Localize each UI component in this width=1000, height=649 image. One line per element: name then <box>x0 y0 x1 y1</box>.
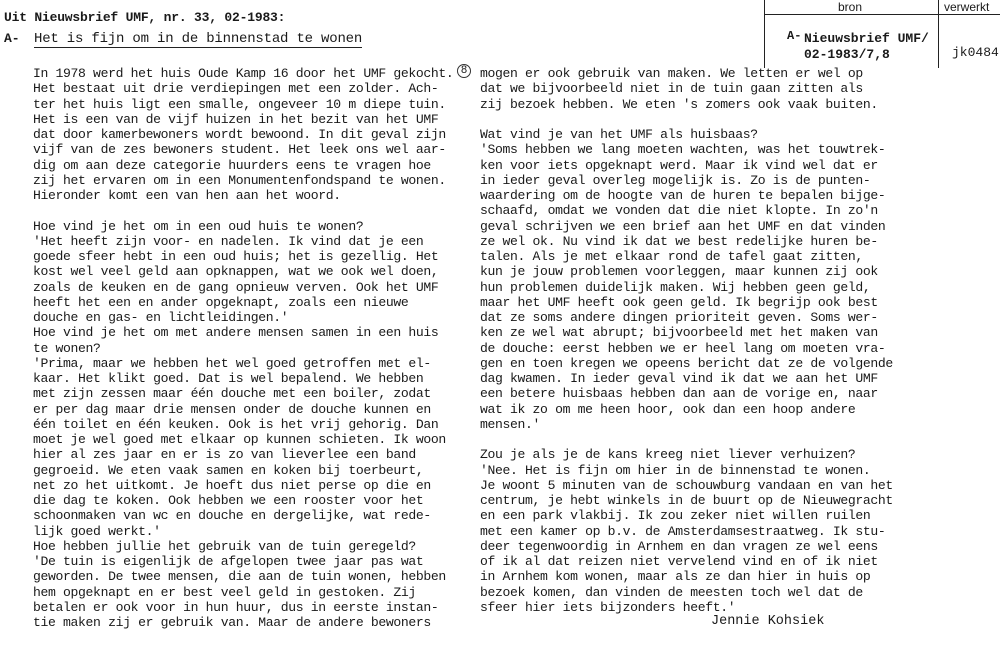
text-line: schaafd, omdat we vonden dat die niet klopte. In zo'n <box>480 203 878 219</box>
text-line: dag kwamen. In ieder geval vind ik dat we aan het UMF <box>480 371 878 386</box>
column-header-bron: bron <box>838 0 863 14</box>
text-line: Het bestaat uit drie verdiepingen met een zolder. Ach- <box>33 81 439 97</box>
text-line: Wat vind je van het UMF als huisbaas? <box>480 127 758 142</box>
text-line: 'Het heeft zijn voor- en nadelen. Ik vind dat je een <box>33 233 424 249</box>
text-line: Je woont 5 minuten van de schouwburg vandaan en van het <box>480 477 893 493</box>
text-line: tie maken zij er gebruik van. Maar de andere bewoners <box>33 615 431 630</box>
text-line: 'Nee. Het is fijn om hier in de binnenstad te wonen. <box>480 462 871 478</box>
processed-code: jk0484 <box>952 45 999 60</box>
section-marker: A- <box>4 31 20 46</box>
text-line: zij het ervaren om in een Monumentenfondspand te wonen. <box>33 172 446 188</box>
text-line: Hoe vind je het om in een oud huis te wonen? <box>33 218 364 234</box>
text-line: gegroeid. We eten vaak samen en koken bij toerbeurt, <box>33 462 424 478</box>
text-line: met een kamer op b.v. de Amsterdamsestraatweg. Ik stu- <box>480 523 886 539</box>
text-line: hier al zes jaar en er is zo van lieverlee een band <box>33 447 416 463</box>
text-line: in Arnhem kom wonen, maar als ze dan hier in huis op <box>480 569 871 585</box>
text-line: vijf van de zes bewoners student. Het leek ons wel aar- <box>33 142 446 158</box>
text-line: ken ze wel wat abrupt; bijvoorbeeld met het maken van <box>480 325 878 341</box>
text-line: 'De tuin is eigenlijk de afgelopen twee jaar pas wat <box>33 554 424 569</box>
text-line: te wonen? <box>33 340 101 356</box>
text-line: mogen er ook gebruik van maken. We letten er wel op <box>480 66 863 81</box>
article-title: Het is fijn om in de binnenstad te wonen <box>34 31 363 47</box>
text-line: geworden. De twee mensen, die aan de tuin wonen, hebben <box>33 569 446 585</box>
text-line: heeft het een en ander opgeknapt, zoals een nieuwe <box>33 294 409 310</box>
text-line: deer tegenwoordig in Arnhem en dan vragen ze wel eens <box>480 538 878 554</box>
text-line: en een park vlakbij. Ik zou zeker niet willen ruilen <box>480 508 871 524</box>
text-line: bezoek komen, dan vinden de meesten toch wel dat de <box>480 584 863 600</box>
text-line: moet je wel goed met elkaar op kunnen schieten. Ik woon <box>33 432 446 447</box>
text-line: kost wel veel geld aan opknappen, wat we ook wel doen, <box>33 264 439 280</box>
text-line <box>480 112 893 127</box>
source-table-header-rule <box>764 14 1000 15</box>
text-line: maar het UMF heeft ook geen geld. Ik begrijp ook best <box>480 294 878 310</box>
source-line-2: 02-1983/7,8 <box>804 47 890 62</box>
source-marker: A- <box>787 29 802 43</box>
text-line: of ik al dat reizen niet vervelend vind en of ik niet <box>480 554 878 569</box>
text-line: waardering om de hoogte van de huren te bepalen bijge- <box>480 188 886 203</box>
text-line: 'Soms hebben we lang moeten wachten, was het touwtrek- <box>480 142 886 158</box>
author-signature: Jennie Kohsiek <box>711 614 825 629</box>
text-line: kun je jouw problemen voorleggen, maar kunnen zij ook <box>480 264 878 280</box>
text-line: Hoe hebben jullie het gebruik van de tuin geregeld? <box>33 538 416 554</box>
text-line: ze wel ok. Nu vind ik dat we best redelijke huren be- <box>480 233 878 249</box>
text-line: centrum, je hebt winkels in de buurt op de Nieuwegracht <box>480 493 893 508</box>
text-line: schoonmaken van wc en douche en dergelijke, wat rede- <box>33 508 431 524</box>
text-line: zij bezoek hebben. We eten 's zomers ook vaak buiten. <box>480 96 878 112</box>
text-line: de douche: eerst hebben we er heel lang om moeten vra- <box>480 340 886 356</box>
text-line: Het is een van de vijf huizen in het bezit van het UMF <box>33 111 439 127</box>
text-line: mensen.' <box>480 416 541 432</box>
text-line: ter het huis ligt een smalle, ongeveer 10 m diepe tuin. <box>33 96 446 112</box>
text-line: een betere huisbaas hebben dan aan de vorige en, naar <box>480 386 878 402</box>
text-line: douche en gas- en lichtleidingen.' <box>33 310 289 325</box>
newsletter-header: Uit Nieuwsbrief UMF, nr. 33, 02-1983: <box>4 10 286 25</box>
text-line: Hieronder komt een van hen aan het woord. <box>33 188 341 203</box>
text-column-left <box>33 66 453 630</box>
text-line: betalen er ook voor in hun huur, dus in eerste instan- <box>33 599 439 615</box>
text-line: dat ze soms andere dingen prioriteit geven. Soms wer- <box>480 310 878 325</box>
text-column-right <box>480 66 893 615</box>
text-line: dat we bijvoorbeeld niet in de tuin gaan zitten als <box>480 81 863 97</box>
text-line: zoals de keuken en de gang opnieuw verven. Ook het UMF <box>33 279 439 295</box>
text-line: die dag te koken. Ook hebben we een rooster voor het <box>33 493 424 508</box>
text-line: er per dag maar drie mensen onder de douche kunnen en <box>33 401 431 417</box>
text-line <box>480 432 893 447</box>
text-line: hem opgeknapt en er best veel geld in gestoken. Zij <box>33 584 416 600</box>
text-line: wat ik zo om me heen hoor, ook dan een hoop andere <box>480 401 856 417</box>
text-line <box>33 203 453 218</box>
text-line: talen. Als je met elkaar rond de tafel gaat zitten, <box>480 249 863 264</box>
text-line: Hoe vind je het om met andere mensen samen in een huis <box>33 325 439 341</box>
text-line: ken voor iets opgeknapt werd. Maar ik vind wel dat er <box>480 157 878 173</box>
text-line: dat door kamerbewoners wordt bewoond. In dit geval zijn <box>33 127 446 142</box>
source-line-1: Nieuwsbrief UMF/ <box>804 31 929 46</box>
text-line: gen en toen kregen we opeens bericht dat ze de volgende <box>480 355 893 371</box>
text-line: sfeer hier iets bijzonders heeft.' <box>480 599 736 615</box>
column-header-verwerkt: verwerkt <box>944 0 990 14</box>
source-table-divider <box>938 0 939 68</box>
text-line: net zo het uitkomt. Je hoeft dus niet perse op die en <box>33 477 431 493</box>
column-marker-circle: 8 <box>457 64 471 78</box>
text-line: dig om aan deze categorie huurders eens te vragen hoe <box>33 157 431 173</box>
text-line: hun problemen duidelijk maken. Wij hebben geen geld, <box>480 279 871 295</box>
text-line: 'Prima, maar we hebben het wel goed getroffen met el- <box>33 355 431 371</box>
text-line: één toilet en één keuken. Ook is het vrij gehorig. Dan <box>33 416 439 432</box>
text-line: In 1978 werd het huis Oude Kamp 16 door het UMF gekocht. <box>33 66 454 81</box>
text-line: met zijn zessen maar één douche met een boiler, zodat <box>33 386 431 402</box>
text-line: lijk goed werkt.' <box>33 523 161 539</box>
text-line: goede sfeer hebt in een oud huis; het is gezellig. Het <box>33 249 439 264</box>
text-line: in ieder geval overleg mogelijk is. Zo is de punten- <box>480 172 871 188</box>
text-line: kaar. Het klikt goed. Dat is wel bepalend. We hebben <box>33 371 424 386</box>
text-line: Zou je als je de kans kreeg niet liever verhuizen? <box>480 447 856 463</box>
text-line: geval schrijven we een brief aan het UMF en dat vinden <box>480 218 886 234</box>
